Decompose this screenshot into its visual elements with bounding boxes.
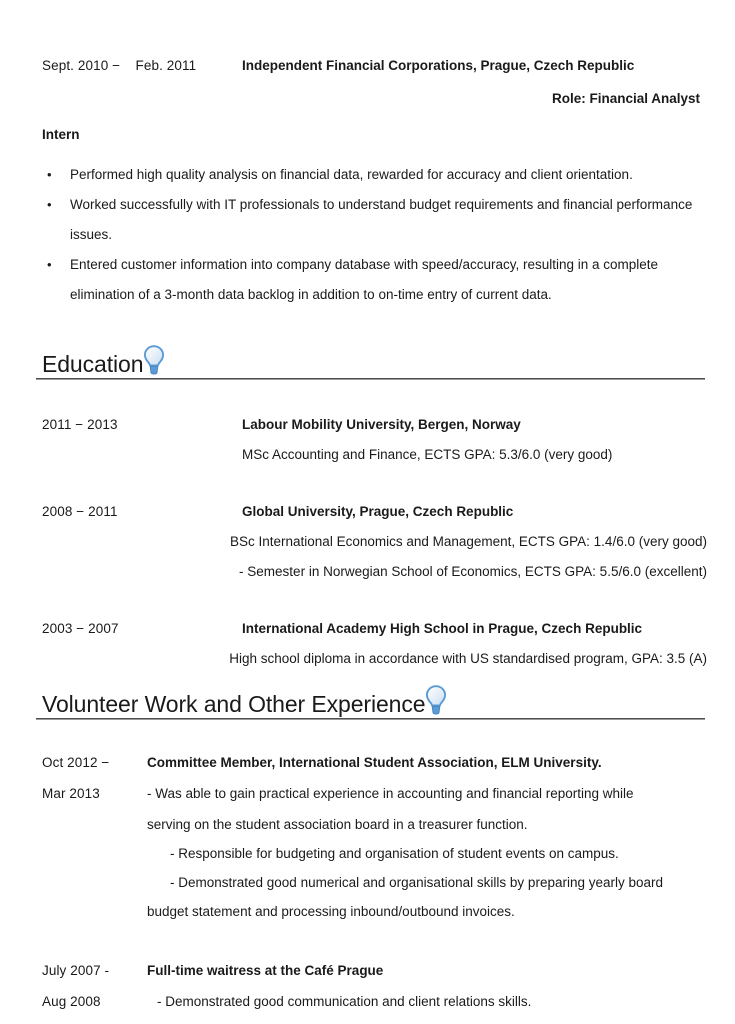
education-institution: Global University, Prague, Czech Republic — [242, 504, 514, 519]
list-item: • Entered customer information into company database with speed/accuracy, resulting in a complete elimination of a 3-month data backlog in addition to on-time entry of current data. — [42, 250, 707, 310]
education-detail-row — [42, 564, 707, 579]
experience-date-start: Sept. 2010 − — [42, 58, 121, 73]
volunteer-entry-row — [42, 755, 707, 770]
experience-job-title-row — [42, 128, 80, 142]
experience-header-row — [42, 58, 702, 73]
volunteer-detail-row — [170, 875, 735, 890]
education-heading-label: Education — [42, 351, 144, 378]
education-detail: MSc Accounting and Finance, ECTS GPA: 5.3/6.0 (very good) — [242, 447, 613, 462]
volunteer-title: Full-time waitress at the Café Prague — [147, 963, 384, 978]
volunteer-date-start: Oct 2012 − — [42, 755, 110, 770]
education-detail: - Semester in Norwegian School of Economics, ECTS GPA: 5.5/6.0 (excellent) — [239, 564, 707, 579]
education-institution: Labour Mobility University, Bergen, Norway — [242, 417, 521, 432]
experience-bullet-list — [42, 160, 707, 310]
section-divider-education — [36, 378, 705, 380]
volunteer-heading-label: Volunteer Work and Other Experience — [42, 691, 426, 718]
volunteer-date-end: Mar 2013 — [42, 786, 100, 801]
experience-job-title: Intern — [42, 127, 80, 142]
education-entry-row — [42, 504, 707, 519]
experience-date-end: Feb. 2011 — [135, 58, 197, 73]
education-detail: High school diploma in accordance with US standardised program, GPA: 3.5 (A) — [229, 651, 707, 666]
education-detail: BSc International Economics and Management, ECTS GPA: 1.4/6.0 (very good) — [230, 534, 707, 549]
education-dates: 2008 − 2011 — [42, 504, 118, 519]
experience-role: Role: Financial Analyst — [551, 91, 700, 106]
volunteer-date-start: July 2007 - — [42, 963, 110, 978]
volunteer-detail-row — [147, 904, 735, 919]
lightbulb-icon — [141, 344, 167, 376]
education-entry-row — [42, 417, 707, 432]
education-detail-row — [42, 534, 707, 549]
indent-spacer — [42, 447, 242, 462]
education-entry-row — [42, 621, 707, 636]
lightbulb-icon — [423, 684, 449, 716]
education-dates: 2011 − 2013 — [42, 417, 118, 432]
volunteer-detail-row — [147, 817, 735, 832]
experience-employer: Independent Financial Corporations, Prague, Czech Republic — [242, 58, 635, 73]
education-institution: International Academy High School in Prague, Czech Republic — [242, 621, 643, 636]
volunteer-entry-row — [42, 786, 707, 801]
list-item: • Performed high quality analysis on financial data, rewarded for accuracy and client orientation. — [42, 160, 707, 190]
volunteer-detail: - Responsible for budgeting and organisation of student events on campus. — [170, 846, 619, 861]
volunteer-date-end: Aug 2008 — [42, 994, 101, 1009]
volunteer-entry-row — [42, 963, 707, 978]
list-item: • Worked successfully with IT professionals to understand budget requirements and financial performance issues. — [42, 190, 707, 250]
education-detail-row — [42, 651, 707, 666]
experience-role-row — [42, 92, 700, 106]
volunteer-detail: serving on the student association board in a treasurer function. — [147, 817, 528, 832]
volunteer-detail: - Was able to gain practical experience in accounting and financial reporting while — [147, 786, 634, 801]
education-detail-row — [42, 447, 707, 462]
section-heading-education — [42, 351, 167, 378]
section-heading-volunteer — [42, 691, 449, 718]
volunteer-detail: - Demonstrated good numerical and organisational skills by preparing yearly board — [170, 875, 664, 890]
volunteer-detail: - Demonstrated good communication and client relations skills. — [157, 994, 532, 1009]
experience-date-range — [42, 58, 242, 73]
volunteer-title: Committee Member, International Student Association, ELM University. — [147, 755, 602, 770]
volunteer-detail: budget statement and processing inbound/outbound invoices. — [147, 904, 515, 919]
education-dates: 2003 − 2007 — [42, 621, 119, 636]
volunteer-detail-row — [170, 846, 735, 861]
volunteer-entry-row — [42, 994, 707, 1009]
section-divider-volunteer — [36, 718, 705, 720]
